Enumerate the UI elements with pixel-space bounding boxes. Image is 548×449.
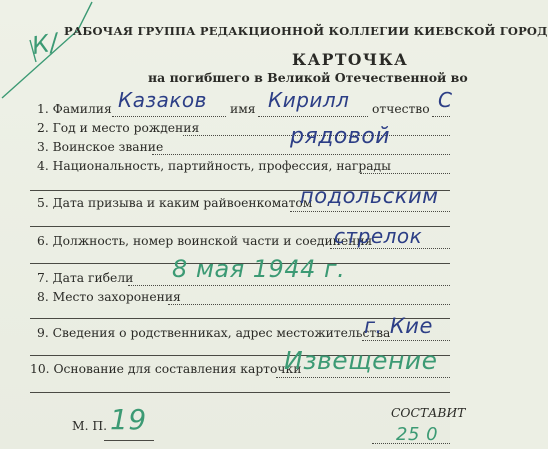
name-line — [258, 116, 368, 117]
name-value: Кирилл — [268, 88, 350, 112]
field-2-label: 2. Год и место рождения — [37, 121, 200, 135]
field-10-line — [276, 377, 450, 378]
field-5-label: 5. Дата призыва и каким райвоенкоматом — [37, 196, 313, 210]
surname-line — [112, 116, 226, 117]
field-5-line — [290, 211, 450, 212]
patronymic-label: отчество — [372, 102, 430, 116]
compiled-date-line — [372, 443, 450, 444]
field-6-label: 6. Должность, номер воинской части и соединения — [37, 234, 373, 248]
unit-value: стрелок — [334, 224, 423, 248]
seal-label: М. П. — [72, 419, 108, 433]
patronymic-line — [432, 116, 450, 117]
org-header: РАБОЧАЯ ГРУППА РЕДАКЦИОННОЙ КОЛЛЕГИИ КИЕВСКОЙ ГОРОД — [64, 24, 548, 38]
name-label: имя — [230, 102, 256, 116]
field-10-extra-line — [30, 392, 450, 393]
field-7-label: 7. Дата гибели — [37, 271, 134, 285]
surname-value: Казаков — [118, 88, 207, 112]
field-8-line — [168, 304, 450, 305]
basis-value: Извещение — [284, 346, 438, 375]
field-4-line — [360, 173, 450, 174]
card-title: КАРТОЧКА — [292, 50, 409, 69]
corner-mark: К/ — [29, 27, 61, 61]
field-4-label: 4. Национальность, партийность, профессия, награды — [37, 159, 391, 173]
relatives-value: г. Кие — [364, 314, 433, 338]
patronymic-value: С — [438, 88, 453, 112]
seal-year-value: 19 — [110, 403, 147, 436]
compiled-date-value: 25 0 — [396, 424, 439, 445]
rank-value: рядовой — [290, 124, 391, 149]
seal-line — [104, 440, 154, 441]
conscription-value: подольским — [300, 184, 439, 208]
field-3-line — [152, 154, 450, 155]
compiled-label: СОСТАВИТ — [391, 406, 466, 420]
field-10-label: 10. Основание для составления карточки — [30, 362, 302, 376]
field-7-line — [128, 285, 450, 286]
card-subtitle: на погибшего в Великой Отечественной во — [148, 70, 468, 85]
field-9-line — [362, 340, 450, 341]
field-9-label: 9. Сведения о родственниках, адрес местожительства — [37, 326, 391, 340]
field-8-label: 8. Место захоронения — [37, 290, 181, 304]
death-date-value: 8 мая 1944 г. — [172, 255, 346, 283]
field-1-label: 1. Фамилия — [37, 102, 112, 116]
field-3-label: 3. Воинское звание — [37, 140, 164, 154]
field-6-line — [330, 248, 450, 249]
